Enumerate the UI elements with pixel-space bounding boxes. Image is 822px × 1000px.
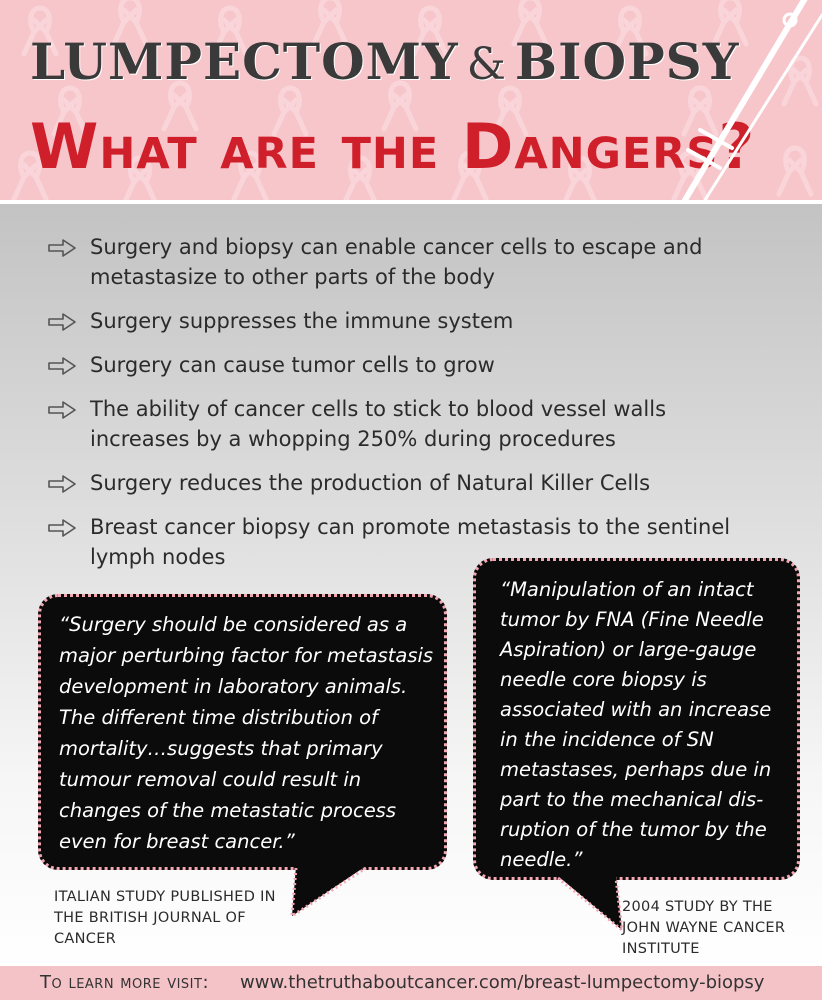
quote-bubble-right [473, 558, 800, 880]
page-subtitle: What are the Dangers? [30, 110, 756, 183]
right-arrow-outline-icon [48, 475, 76, 493]
footer-link[interactable]: www.thetruthaboutcancer.com/breast-lumpectomy-biopsy [240, 972, 765, 993]
right-arrow-outline-icon [48, 313, 76, 331]
list-item [48, 350, 768, 380]
list-item-text: The ability of cancer cells to stick to blood vessel walls increases by a whopping 250% during procedures [90, 397, 667, 451]
quote-left-text: “Surgery should be considered as a major perturbing factor for metastasis development in laboratory animals. The different time distribution of mortality…suggests that primary tumour removal could result in changes of the metastatic process even for breast cancer.” [59, 613, 434, 853]
list-item-text: Breast cancer biopsy can promote metastasis to the sentinel lymph nodes [90, 515, 731, 569]
title-part2: BIOPSY [514, 32, 740, 91]
list-item-text: Surgery and biopsy can enable cancer cells to escape and metastasize to other parts of the body [90, 235, 703, 289]
list-item [48, 394, 768, 454]
right-arrow-outline-icon [48, 519, 76, 537]
list-item-text: Surgery can cause tumor cells to grow [90, 353, 495, 377]
list-item [48, 306, 768, 336]
list-item-text: Surgery suppresses the immune system [90, 309, 514, 333]
quote-left-source: ITALIAN STUDY PUBLISHED IN THE BRITISH JOURNAL OF CANCER [54, 889, 276, 947]
quote-right-source: 2004 STUDY BY THE JOHN WAYNE CANCER INSTITUTE [622, 899, 786, 957]
right-arrow-outline-icon [48, 401, 76, 419]
quote-bubble-left [38, 594, 447, 870]
footer-bar [0, 966, 822, 1000]
right-arrow-outline-icon [48, 239, 76, 257]
right-arrow-outline-icon [48, 357, 76, 375]
header-banner [0, 0, 822, 202]
needle-icon [610, 0, 822, 202]
danger-list [48, 232, 768, 586]
title-part1: LUMPECTOMY [30, 32, 459, 91]
title-amp: & [466, 39, 507, 90]
list-item-text: Surgery reduces the production of Natural Killer Cells [90, 471, 651, 495]
speech-tail-right [556, 874, 626, 934]
list-item [48, 232, 768, 292]
footer-label: To learn more visit: [40, 972, 210, 993]
quote-right-text: “Manipulation of an intact tumor by FNA (Fine Needle Aspiration) or large-gauge needle core biopsy is associated with an increase in the incidence of SN metastases, perhaps due in part to the mechanical dis-ruption of the tumor by the needle.” [500, 578, 772, 871]
list-item [48, 468, 768, 498]
